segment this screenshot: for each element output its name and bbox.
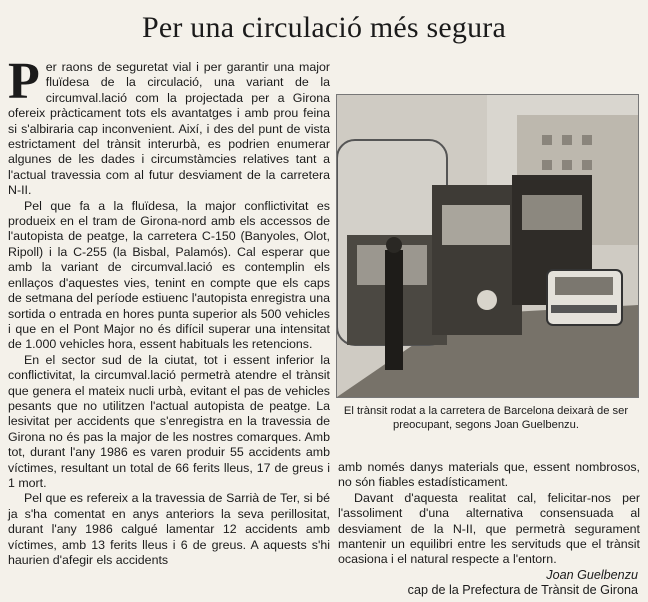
photo-caption: El trànsit rodat a la carretera de Barcelona deixarà de ser preocupant, segons Joan Guelbenzu. xyxy=(343,405,629,431)
author-signature xyxy=(408,568,638,598)
article-paragraph-1: Per raons de seguretat vial i per garantir una major fluïdesa de la circulació, una variant de la circumval.lació com la projectada per a Girona ofereix pràcticament tots els avantatges i amb prou feina si s'albiraria cap inconvenient. Així, i des del punt de vista estrictament del trànsit interurbà, es podrien enumerar algunes de les dades i circumstàmcies relatives tant a l'actual travessia com al futur desviament de la carretera N-II. xyxy=(8,53,330,198)
article-paragraph-2: Pel que fa a la fluïdesa, la major conflictivitat es produeix en el tram de Girona-nord amb els accessos de l'autopista de peatge, la carretera C-150 (Banyoles, Olot, Ripoll) i la C-255 (la Bisbal, Palamós). Cal esperar que amb la variant de circumval.lació es contemplin els enllaços d'aquestes vies, tenint en compte que els caps de setmana del període estiuenc l'autopista enregistra una sortida o entrada en hores punta superior als 500 vehicles i que en el Pont Major no és difícil superar una intensitat de 1.000 vehicles hora, essent habituals les retencions. xyxy=(8,198,330,352)
article-paragraph-4: Pel que es refereix a la travessia de Sarrià de Ter, si bé ja s'ha comentat en anys anteriors la seva perillositat, durant l'any 1986 calgué lamentar 12 accidents amb víctimes, amb 13 ferits lleus i 6 de greus. A aquests s'hi haurien d'afegir els accidents xyxy=(8,491,330,567)
traffic-photo-image xyxy=(337,95,638,397)
article-column-right xyxy=(338,460,640,568)
drop-cap: P xyxy=(8,53,40,110)
article-title: Per una circulació més segura xyxy=(142,11,506,44)
article-paragraph-5: amb només danys materials que, essent nombrosos, no són fiables estadísticament. xyxy=(338,460,640,490)
article-paragraph-6: Davant d'aquesta realitat cal, felicitar-nos per l'assoliment d'una alternativa consensuada al desviament de la N-II, que permetrà segurament mantenir un equilibri entre les servituds que el trànsit ocasiona i el natural respecte a l'entorn. xyxy=(338,490,640,567)
author-role: cap de la Prefectura de Trànsit de Girona xyxy=(407,583,638,597)
article-paragraph-3: En el sector sud de la ciutat, tot i essent inferior la conflictivitat, la circumval.lació permetrà atendre el trànsit que genera el mateix nucli urbà, evitant el pas de vehicles pesants que no utilitzen l'actual autopista de peatge. La lesivitat per accidents que s'enregistra en la travessia de Girona no és pas la major de les nostres comarques. Amb tot, durant l'any 1986 es varen produir 55 accidents amb víctimes, resultant un total de 66 ferits lleus, 17 de greus i 1 mort. xyxy=(8,352,330,490)
article-column-left xyxy=(8,53,330,568)
author-name: Joan Guelbenzu xyxy=(546,568,638,582)
traffic-photo xyxy=(336,94,639,398)
